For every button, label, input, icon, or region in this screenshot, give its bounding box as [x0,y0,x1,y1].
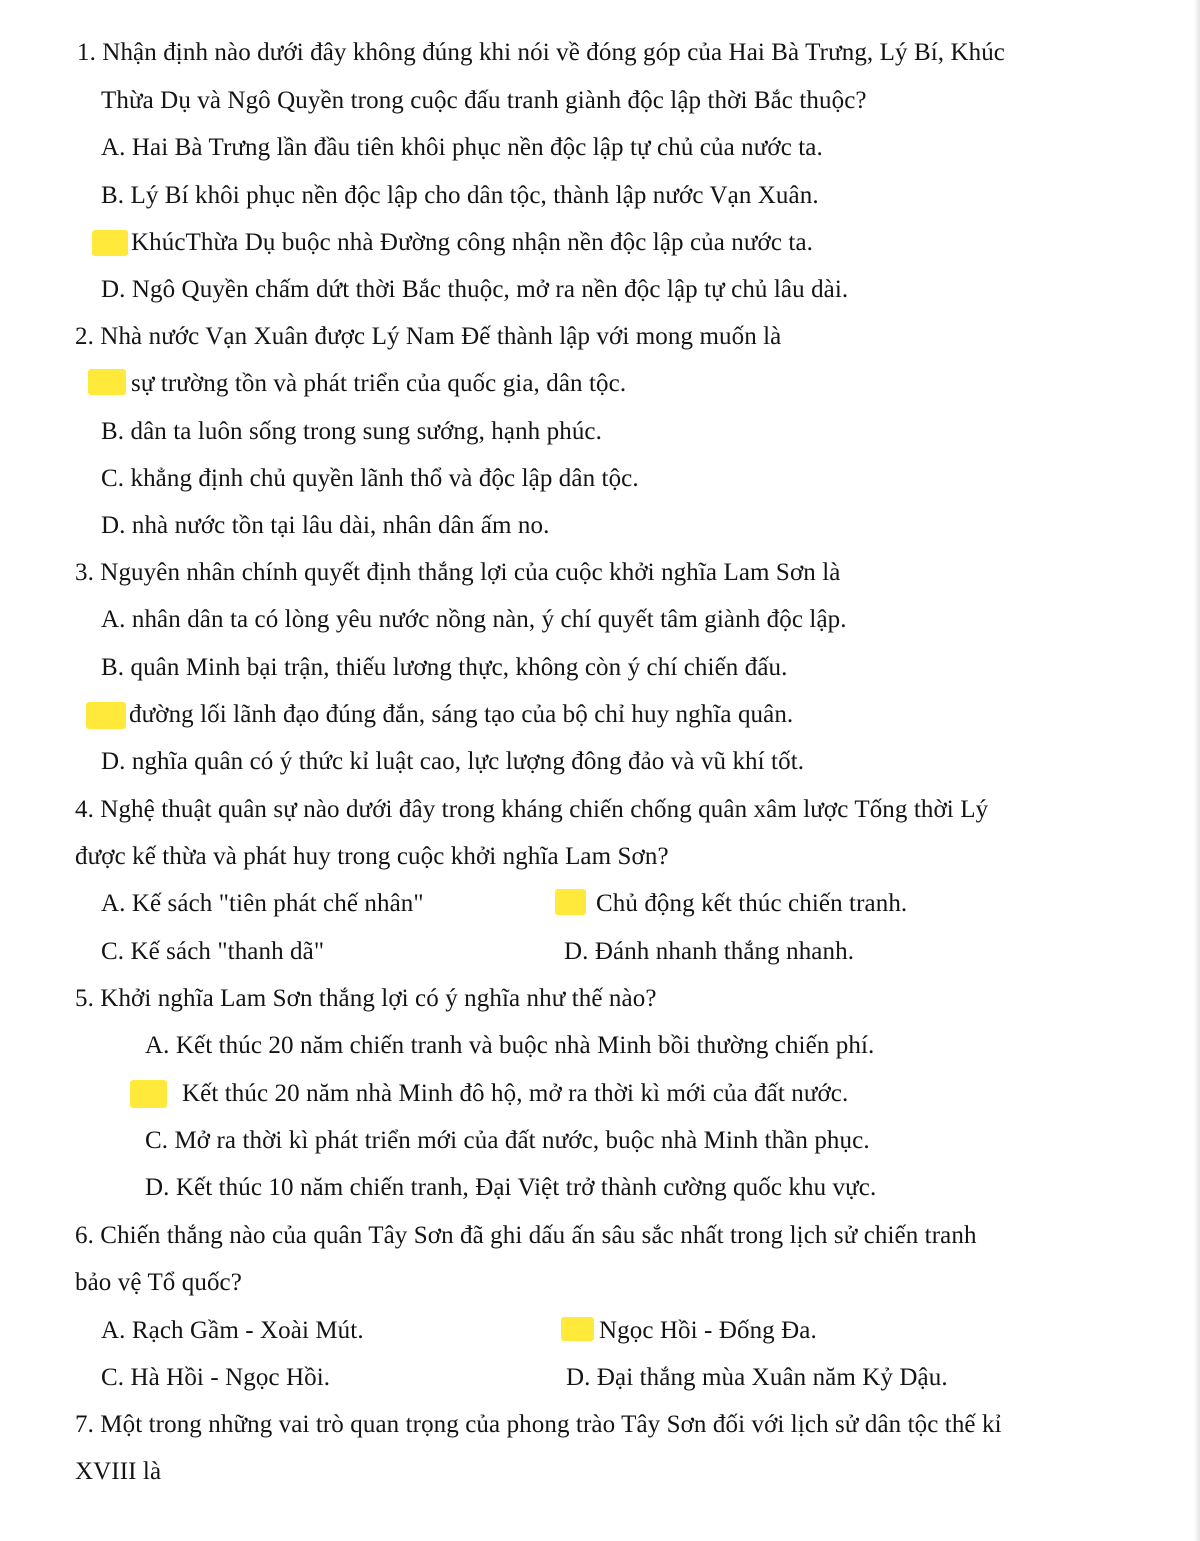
question-1-stem-line-1: 1. Nhận định nào dưới đây không đúng khi nói về đóng góp của Hai Bà Trưng, Lý Bí, Khúc [77,39,1006,66]
question-4-option-a: A. Kế sách "tiên phát chế nhân" [101,890,424,917]
question-6-option-a: A. Rạch Gầm - Xoài Mút. [101,1317,364,1344]
question-2-option-c: C. khẳng định chủ quyền lãnh thổ và độc lập dân tộc. [101,465,639,492]
question-3-option-b: B. quân Minh bại trận, thiếu lương thực, không còn ý chí chiến đấu. [101,654,788,681]
question-5-option-c: C. Mở ra thời kì phát triển mới của đất nước, buộc nhà Minh thần phục. [145,1127,870,1154]
question-3-stem: 3. Nguyên nhân chính quyết định thắng lợi của cuộc khởi nghĩa Lam Sơn là [75,559,841,586]
answer-highlight-marker [561,1317,594,1341]
question-1-option-d: D. Ngô Quyền chấm dứt thời Bắc thuộc, mở ra nền độc lập tự chủ lâu dài. [101,276,849,303]
question-1-option-b: B. Lý Bí khôi phục nền độc lập cho dân tộc, thành lập nước Vạn Xuân. [101,182,819,209]
question-4-option-d: D. Đánh nhanh thắng nhanh. [564,938,855,965]
question-2-stem: 2. Nhà nước Vạn Xuân được Lý Nam Đế thành lập với mong muốn là [75,323,782,350]
page-edge-shadow [1194,0,1200,1541]
question-4-option-b: Chủ động kết thúc chiến tranh. [596,890,908,917]
answer-highlight-marker [555,889,586,915]
question-5-option-b: Kết thúc 20 năm nhà Minh đô hộ, mở ra thời kì mới của đất nước. [182,1080,849,1107]
answer-highlight-marker [92,230,128,256]
question-2-option-a: sự trường tồn và phát triển của quốc gia, dân tộc. [131,370,627,397]
question-6-stem-line-2: bảo vệ Tổ quốc? [75,1269,242,1296]
question-4-option-c: C. Kế sách "thanh dã" [101,938,325,965]
question-2-option-d: D. nhà nước tồn tại lâu dài, nhân dân ấm no. [101,512,550,539]
question-6-option-b: Ngọc Hồi - Đống Đa. [599,1317,817,1344]
question-3-option-a: A. nhân dân ta có lòng yêu nước nồng nàn, ý chí quyết tâm giành độc lập. [101,606,847,633]
question-3-option-d: D. nghĩa quân có ý thức kỉ luật cao, lực lượng đông đảo và vũ khí tốt. [101,748,805,775]
question-5-stem: 5. Khởi nghĩa Lam Sơn thắng lợi có ý nghĩa như thế nào? [75,985,657,1012]
question-4-stem-line-2: được kế thừa và phát huy trong cuộc khởi nghĩa Lam Sơn? [75,843,669,870]
question-6-stem-line-1: 6. Chiến thắng nào của quân Tây Sơn đã ghi dấu ấn sâu sắc nhất trong lịch sử chiến tranh [75,1222,977,1249]
question-3-option-c: đường lối lãnh đạo đúng đắn, sáng tạo của bộ chỉ huy nghĩa quân. [129,701,794,728]
answer-highlight-marker [86,702,126,729]
question-6-option-d: D. Đại thắng mùa Xuân năm Kỷ Dậu. [566,1364,948,1391]
answer-highlight-marker [88,369,126,395]
question-5-option-a: A. Kết thúc 20 năm chiến tranh và buộc nhà Minh bồi thường chiến phí. [145,1032,875,1059]
question-1-stem-line-2: Thừa Dụ và Ngô Quyền trong cuộc đấu tranh giành độc lập thời Bắc thuộc? [101,87,867,114]
question-7-stem-line-2: XVIII là [75,1458,162,1485]
answer-highlight-marker [130,1080,167,1108]
question-6-option-c: C. Hà Hồi - Ngọc Hồi. [101,1364,331,1391]
question-1-option-c: KhúcThừa Dụ buộc nhà Đường công nhận nền độc lập của nước ta. [131,229,814,256]
question-7-stem-line-1: 7. Một trong những vai trò quan trọng của phong trào Tây Sơn đối với lịch sử dân tộc thế kỉ [75,1411,1002,1438]
question-1-option-a: A. Hai Bà Trưng lần đầu tiên khôi phục nền độc lập tự chủ của nước ta. [101,134,823,161]
question-2-option-b: B. dân ta luôn sống trong sung sướng, hạnh phúc. [101,418,602,445]
question-4-stem-line-1: 4. Nghệ thuật quân sự nào dưới đây trong kháng chiến chống quân xâm lược Tống thời Lý [75,796,989,823]
question-5-option-d: D. Kết thúc 10 năm chiến tranh, Đại Việt trở thành cường quốc khu vực. [145,1174,877,1201]
